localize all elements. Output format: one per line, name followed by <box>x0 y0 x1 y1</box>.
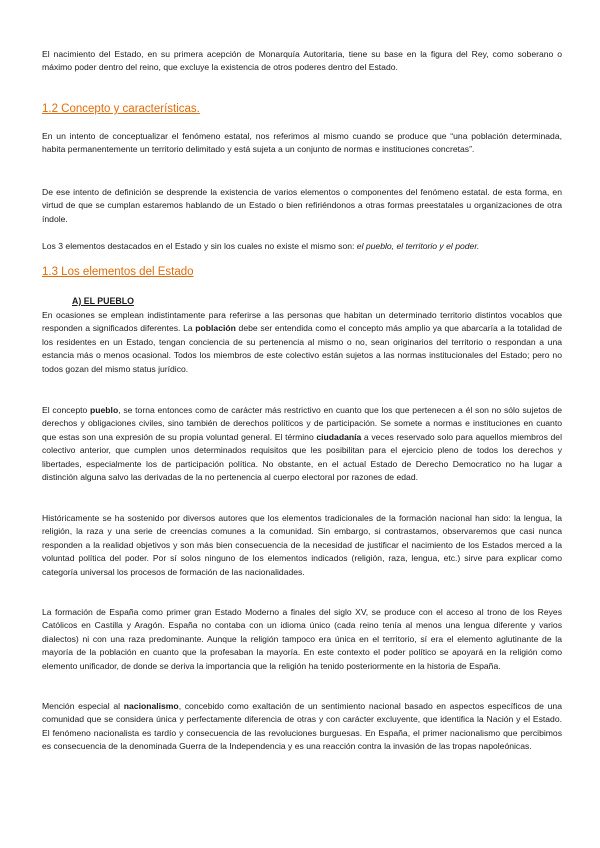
poblacion-text-a: En ocasiones se emplean indistintamente para referirse a las personas que habitan un determinado territorio distintos vocablos que responden a significados diferentes. La <box>42 310 562 334</box>
paragraph-formacion-espana: La formación de España como primer gran Estado Moderno a finales del siglo XV, se produce con el acceso al trono de los Reyes Católicos en Castilla y Aragón. España no contaba con un idioma único (cada reino tenía al menos una lengua diferente y varios dialectos) ni con una raza predominante. Aunque la religión tampoco era única en el territorio, sí era el elemento aglutinante de la mayoría de la población en cuanto que la profesaban la mayoría. En este contexto el poder político se apoyará en la religión como elemento unificador, de donde se deriva la importancia que la religión ha tenido posteriormente en la historia de España. <box>42 607 562 671</box>
paragraph-elements: De ese intento de definición se desprende la existencia de varios elementos o componentes del fenómeno estatal. de esta forma, en virtud de que se cumplan estaremos hablando de un Estado o bien refiriéndonos a otras formas preestatales u organizaciones de otra índole. <box>42 187 562 224</box>
section-heading-1-2: 1.2 Concepto y características. <box>42 103 200 115</box>
three-elements-list: el pueblo, el territorio y el poder. <box>356 241 480 251</box>
pueblo-text-c: a veces reservado solo para aquellos miembros del colectivo anterior, que cumplen unos determinados requisitos que les posibilitan para el ejercicio pleno de todos los derechos y libertades, especialmente los de participación política. No obstante, en el actual Estado de Derecho Democratico no ha lugar a distinción alguna salvo las derivadas de la no pertenencia al cuerpo electoral por razones de edad. <box>42 431 562 483</box>
paragraph-poblacion <box>42 309 562 376</box>
paragraph-definition: En un intento de conceptualizar el fenómeno estatal, nos referimos al mismo cuando se produce que “una población determinada, habita permanentemente un territorio delimitado y está sujeta a un conjunto de normas e instituciones concretas”. <box>42 131 562 155</box>
paragraph-three-elements <box>42 240 562 253</box>
paragraph-nacionalismo <box>42 700 562 754</box>
pueblo-text-b: , se torna entonces como de carácter más restrictivo en cuanto que los que pertenecen a él son no sólo sujetos de derechos y obligaciones civiles, sino también de derechos políticos y de participación. Se somete a normas e instituciones en cuanto que estas son una expresión de su propia voluntad general. El término <box>42 405 562 442</box>
pueblo-text-a: El concepto <box>42 405 91 415</box>
nacionalismo-text-a: Mención especial al <box>42 701 124 711</box>
subheading-el-pueblo: A) EL PUEBLO <box>72 296 134 306</box>
nacionalismo-text-b: , concebido como exaltación de un sentimiento nacional basado en aspectos específicos de una comunidad que se considera única y perfectamente diferencia de otras y con carácter excluyente, que identifica la Nación y el Estado. El fenómeno nacionalista es tardío y consecuencia de las revoluciones burguesas. En España, el primer nacionalismo que percibimos es consecuencia de la denominada Guerra de la Independencia y es una reacción contra la invasión de las tropas napoleónicas. <box>42 701 562 752</box>
ciudadania-term: ciudadanía <box>316 431 362 442</box>
nacionalismo-term: nacionalismo <box>123 701 179 711</box>
three-elements-text: Los 3 elementos destacados en el Estado y sin los cuales no existe el mismo son: <box>42 241 357 251</box>
intro-paragraph: El nacimiento del Estado, en su primera acepción de Monarquía Autoritaria, tiene su base en la figura del Rey, como soberano o máximo poder dentro del reino, que excluye la existencia de otros poderes dentro del Estado. <box>42 49 562 73</box>
poblacion-text-b: debe ser entendida como el concepto más amplio ya que abarcaría a la totalidad de los residentes en un Estado, tengan conciencia de su pertenencia al mismo o no, sean originarios del territorio o respondan a una estancia más o menos ocasional. Todos los miembros de este colectivo están sujetos a las normas institucionales del Estado; pero no todos gozan del mismo status jurídico. <box>42 323 562 374</box>
section-heading-1-3: 1.3 Los elementos del Estado <box>42 266 194 278</box>
pueblo-term: pueblo <box>90 405 119 415</box>
paragraph-pueblo <box>42 404 562 484</box>
poblacion-term: población <box>195 323 236 334</box>
paragraph-historicamente: Históricamente se ha sostenido por diversos autores que los elementos tradicionales de la formación nacional han sido: la lengua, la religión, la raza y una serie de creencias comunes a la comunidad. Sin embargo, si contrastamos, observaremos que casi nunca responden a la realidad objetivos y son más bien consecuencia de la necesidad de justificar el nacimiento de los Estados merced a la voluntad política del poder. Por sí solos ninguno de los elementos indicados (religión, raza, lengua, etc.) sirve para explicar como categoría universal los procesos de formación de las nacionalidades. <box>42 513 562 577</box>
